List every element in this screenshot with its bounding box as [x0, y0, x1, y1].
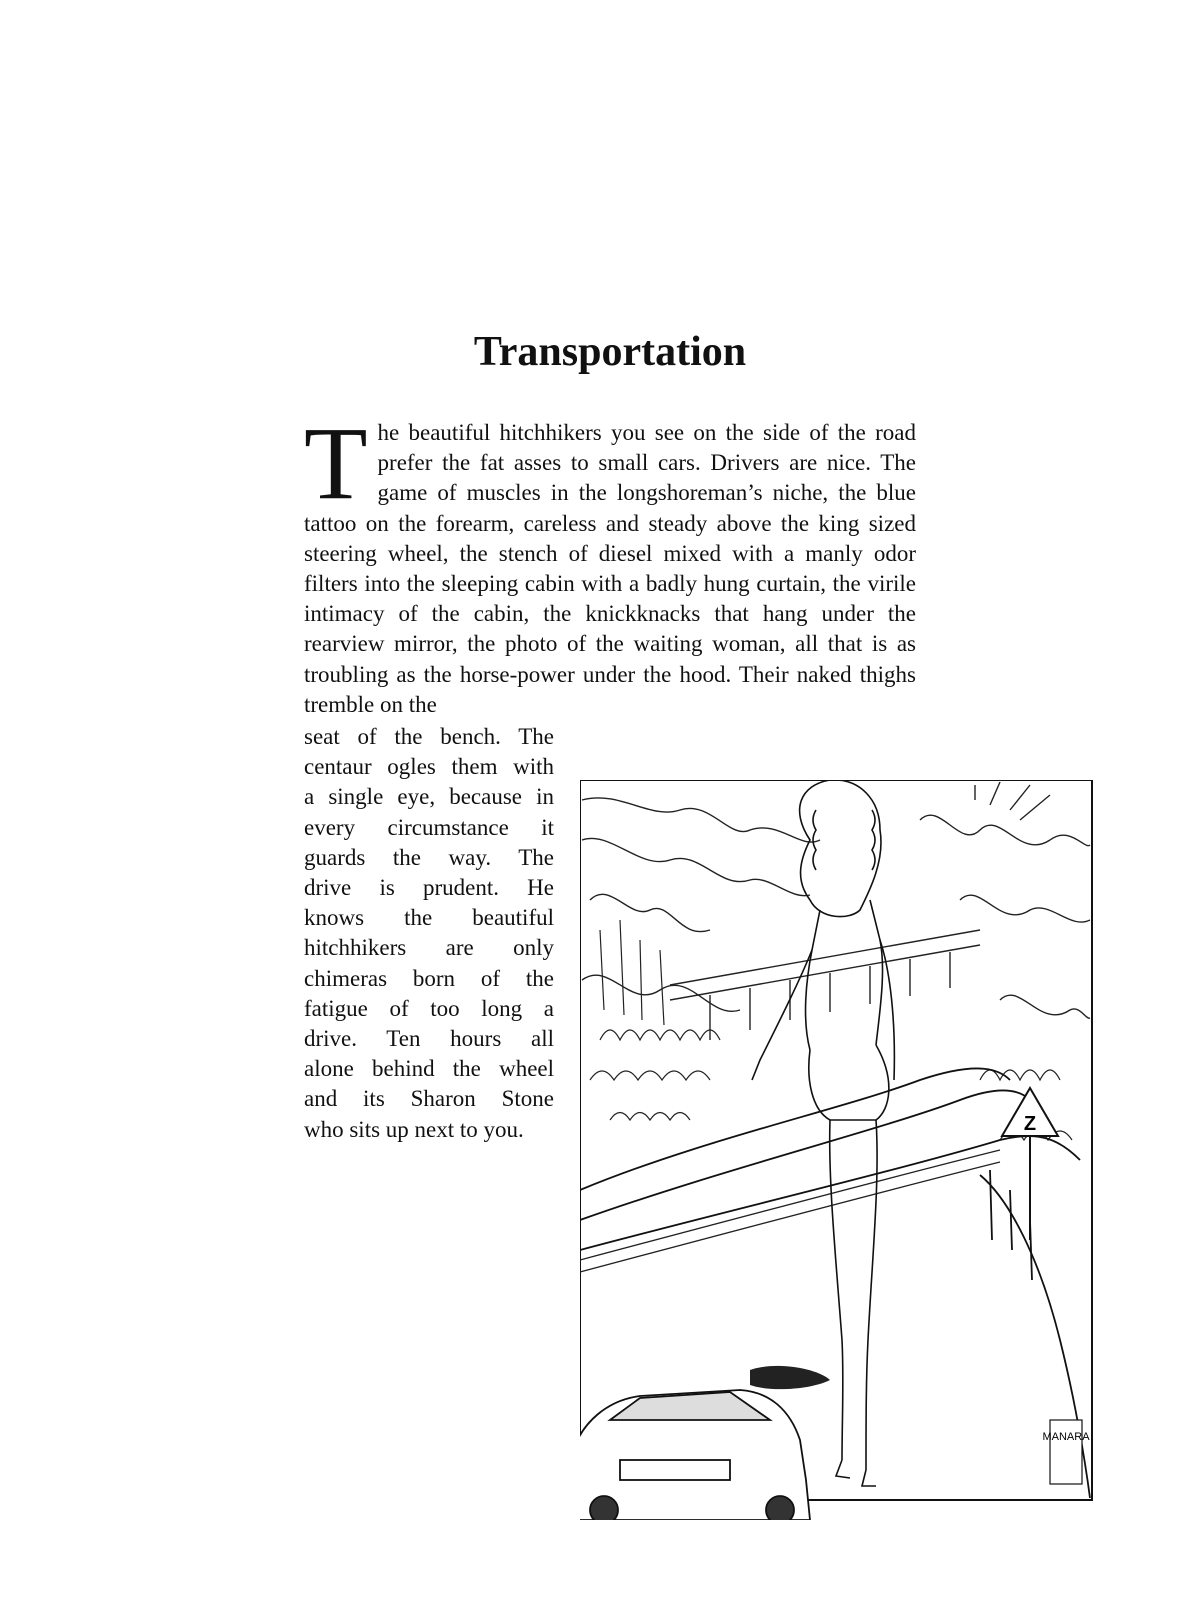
text-line: drive is prudent. He [304, 875, 554, 901]
text-line: who sits up next to you. [304, 1116, 524, 1142]
paragraph-lead: he beautiful hitchhikers you see on the side of the road prefer the fat asses to small cars. Drivers are nice. The game of muscles in the longshoreman’s niche, the blue tattoo on the forearm, careless and steady above the king sized steering wheel, the stench of diesel mixed with a manly odor filters into the sleeping cabin with a badly hung curtain, the virile intimacy of the cabin, the knickknacks that hang under the rearview mirror, the photo of the waiting woman, all that is as troubling as the horse-power under the hood. Their naked thighs tremble on the [304, 420, 916, 717]
text-line: fatigue of too long a [304, 995, 554, 1021]
text-line: and its Sharon Stone [304, 1086, 554, 1112]
text-line: every circumstance it [304, 814, 554, 840]
car [580, 1390, 810, 1520]
signature-text: MANARA [1042, 1431, 1090, 1443]
narrow-column-text [304, 722, 554, 1145]
text-line: a single eye, because in [304, 784, 554, 810]
page-title: Transportation [473, 329, 747, 375]
text-line: alone behind the wheel [304, 1056, 554, 1082]
text-line: seat of the bench. The [304, 724, 554, 749]
body-paragraph [304, 406, 916, 720]
hitchhiker-illustration [580, 780, 1108, 1520]
text-line: chimeras born of the [304, 965, 554, 991]
text-line: hitchhikers are only [304, 935, 554, 961]
text-line: knows the beautiful [304, 905, 554, 931]
text-line: guards the way. The [304, 844, 554, 870]
text-line: drive. Ten hours all [304, 1026, 554, 1052]
drop-cap: T [304, 406, 368, 521]
road-sign-label: Z [1023, 1113, 1037, 1135]
illustration-drawing [580, 780, 1108, 1520]
text-line: centaur ogles them with [304, 754, 554, 780]
